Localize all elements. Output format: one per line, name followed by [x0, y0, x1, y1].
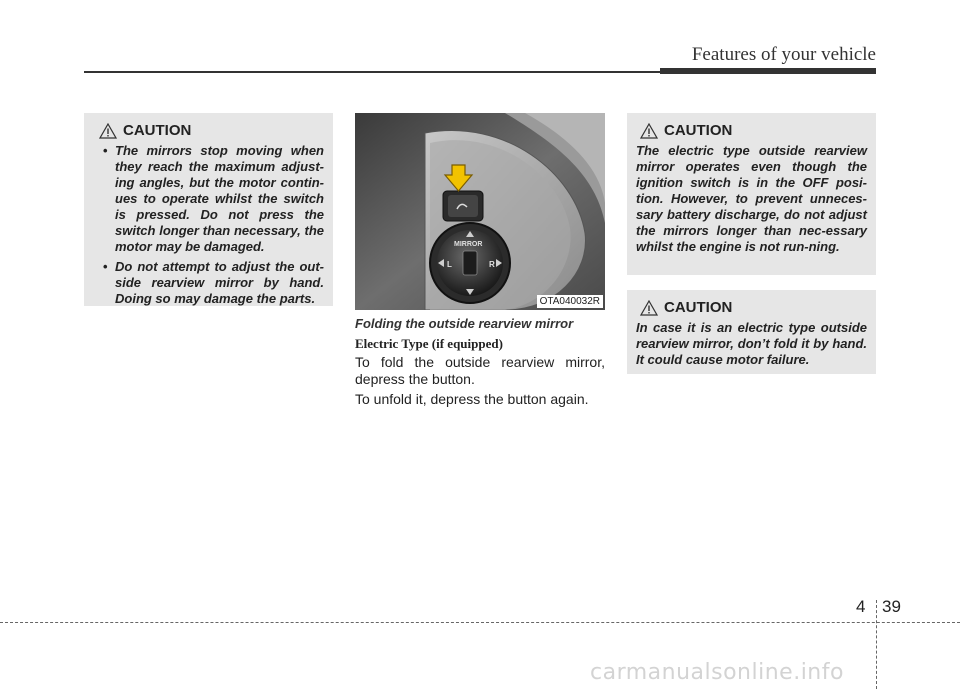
caution-header	[636, 299, 867, 316]
chapter-number: 4	[856, 597, 866, 616]
body-paragraph: To fold the outside rearview mirror, depress the button.	[355, 354, 605, 387]
warning-triangle-icon	[640, 123, 658, 139]
header-rule-thick	[660, 68, 876, 74]
figure-code: OTA040032R	[537, 295, 603, 308]
caution-title: CAUTION	[664, 299, 733, 316]
footer-rule	[0, 622, 960, 623]
caution-header	[93, 122, 324, 139]
mirror-switch-photo	[355, 113, 605, 310]
mirror-switch-illustration	[355, 113, 605, 310]
body-paragraph: To unfold it, depress the button again.	[355, 391, 589, 407]
caution-text: In case it is an electric type outside rearview mirror, don’t fold it by hand. It could cause motor failure.	[636, 320, 867, 367]
header-title: Features of your vehicle	[691, 44, 876, 65]
caution-item: • Do not attempt to adjust the out-side rearview mirror by hand. Doing so may damage the parts.	[93, 259, 324, 307]
caution-box-right-2	[627, 290, 876, 374]
caution-box-right-1	[627, 113, 876, 275]
watermark: carmanualsonline.info	[590, 660, 844, 685]
mirror-label: MIRROR	[454, 241, 483, 248]
caution-title: CAUTION	[123, 122, 192, 139]
caution-title: CAUTION	[664, 122, 733, 139]
page-number: 39	[882, 597, 901, 616]
caution-header	[636, 122, 867, 139]
caution-item: • The mirrors stop moving when they reach the maximum adjust-ing angles, but the motor contin-ues to operate whilst the switch is pressed. Do not press the switch longer than necessary, the motor may be damaged.	[93, 143, 324, 255]
header-rule	[84, 71, 660, 73]
figure-caption: Folding the outside rearview mirror	[355, 316, 574, 331]
right-label: R	[489, 260, 495, 269]
warning-triangle-icon	[99, 123, 117, 139]
caution-box-left	[84, 113, 333, 306]
caution-list	[93, 143, 324, 307]
section-subheading: Electric Type (if equipped)	[355, 336, 503, 351]
left-label: L	[447, 260, 452, 269]
caution-text: The electric type outside rearview mirror operates even though the ignition switch is in the OFF posi-tion. However, to prevent unneces-sary battery discharge, do not adjust the mirrors longer than nec-essary whilst the engine is not run-ning.	[636, 143, 867, 254]
footer-divider	[876, 600, 877, 689]
warning-triangle-icon	[640, 300, 658, 316]
